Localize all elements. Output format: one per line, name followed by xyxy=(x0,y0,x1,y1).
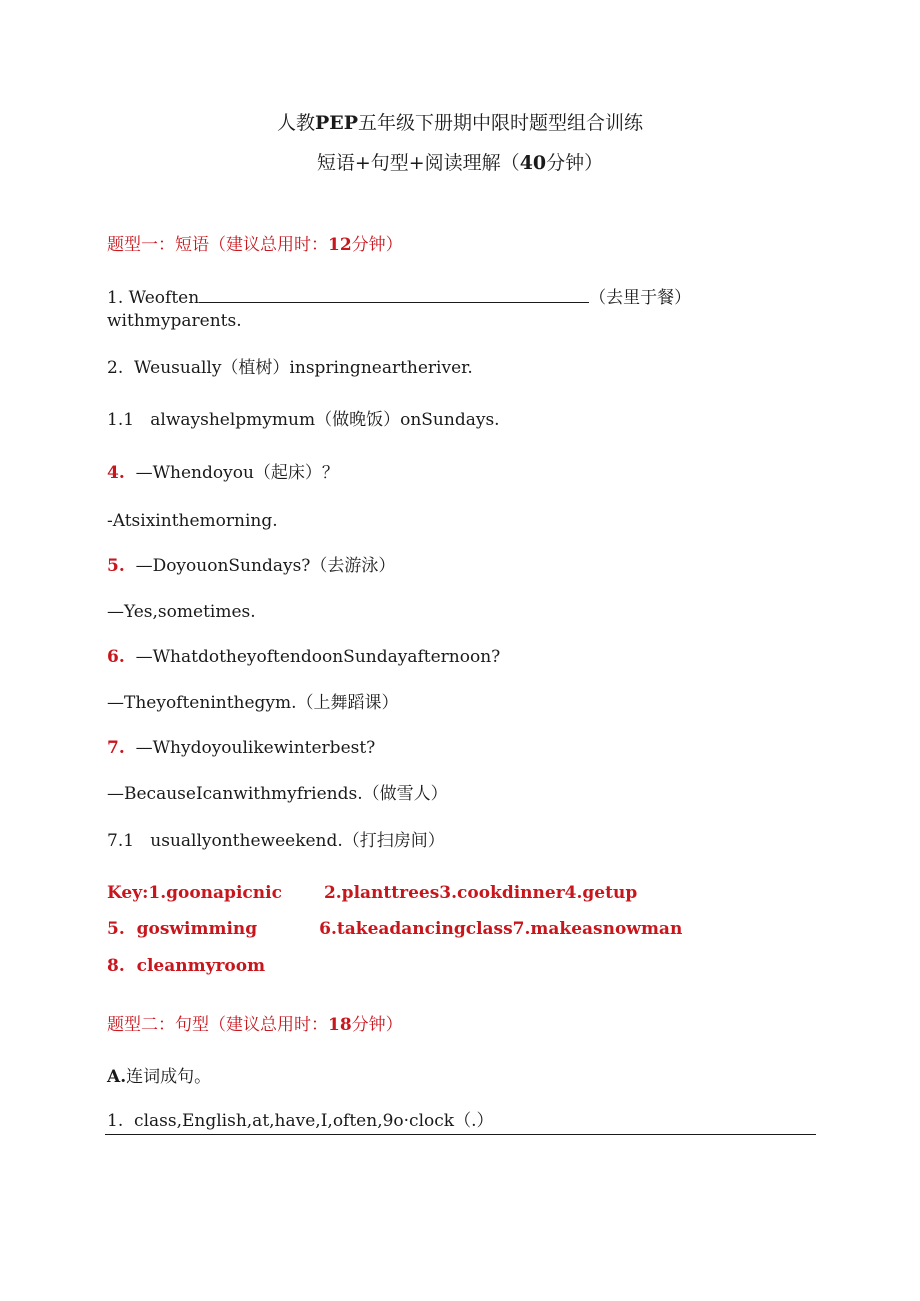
question-4-answer: -Atsixinthemorning. xyxy=(107,511,278,531)
question-6: 6. —WhatdotheyoftendoonSundayafternoon? xyxy=(107,647,501,667)
answer-key-row-2: 5. goswimming 6.takeadancingclass7.makeasnowman xyxy=(107,919,683,939)
question-7: 7. —Whydoyoulikewinterbest? xyxy=(107,738,376,758)
answer-blank xyxy=(199,286,589,303)
question-4: 4. —Whendoyou（起床）？ xyxy=(107,463,339,483)
question-2: 2. Weusually（植树）inspringneartheriver. xyxy=(107,358,473,378)
answer-key-row-1: Key:1.goonapicnic 2.planttrees3.cookdinner4.getup xyxy=(107,883,638,903)
section-1-heading: 题型一：短语（建议总用时：12分钟） xyxy=(107,235,403,255)
sentence-1: 1. class,English,at,have,I,often,9o·clock（.） xyxy=(107,1111,494,1131)
question-8: 7.1 usuallyontheweekend.（打扫房间） xyxy=(107,831,445,851)
question-6-answer: —Theyofteninthegym.（上舞蹈课） xyxy=(107,693,399,713)
title-line-2: 短语+句型+阅读理解（40分钟） xyxy=(316,152,604,174)
question-5: 5. —DoyouonSundays?（去游泳） xyxy=(107,556,396,576)
question-7-answer: —BecauseIcanwithmyfriends.（做雪人） xyxy=(107,784,448,804)
part-a-heading: A.连词成句。 xyxy=(107,1067,212,1087)
section-2-heading: 题型二：句型（建议总用时：18分钟） xyxy=(107,1015,403,1035)
question-5-answer: —Yes,sometimes. xyxy=(107,602,256,622)
answer-line xyxy=(105,1134,816,1135)
question-1: 1. Weoften （去里于餐） xyxy=(107,288,692,308)
question-1-continued: withmyparents. xyxy=(107,311,242,331)
title-line-1: 人教PEP五年级下册期中限时题型组合训练 xyxy=(276,112,644,134)
question-3: 1.1 alwayshelpmymum（做晚饭）onSundays. xyxy=(107,410,500,430)
answer-key-row-3: 8. cleanmyroom xyxy=(107,956,266,976)
